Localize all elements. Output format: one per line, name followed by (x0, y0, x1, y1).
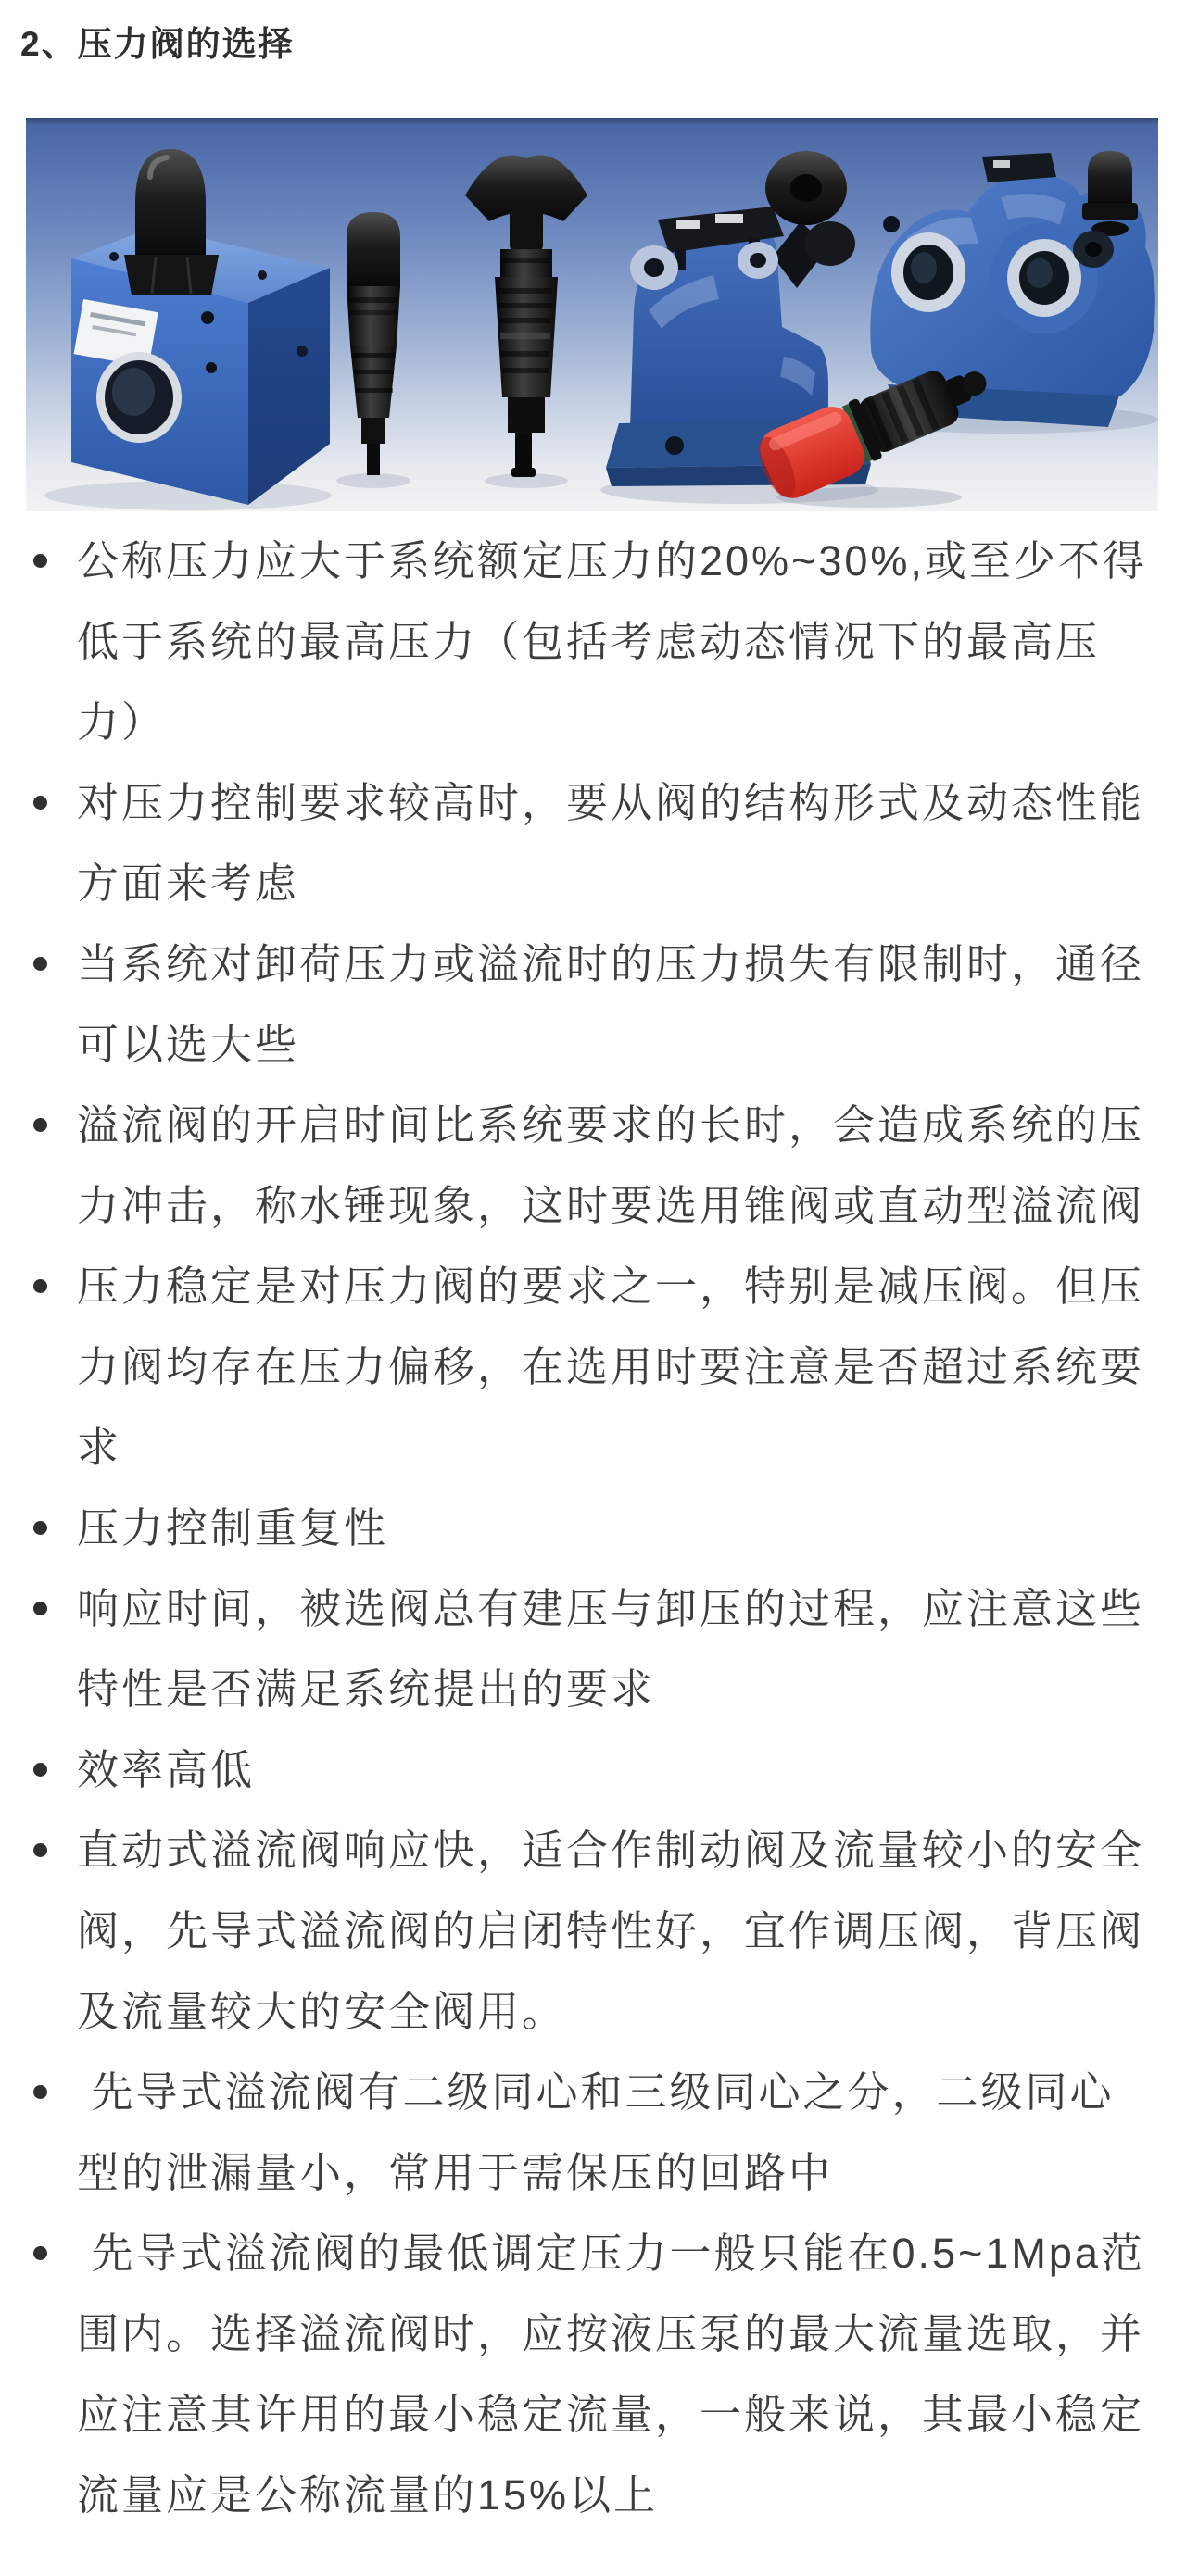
bullet-dot-icon (33, 1118, 47, 1132)
bullet-dot-icon (33, 796, 47, 810)
bullet-item (33, 2213, 1158, 2535)
hydraulic-valves-photo (26, 118, 1158, 511)
bullet-dot-icon (33, 957, 47, 971)
bullet-item (33, 1729, 1158, 1810)
bullet-dot-icon (33, 554, 47, 568)
bullet-text: 溢流阀的开启时间比系统要求的长时，会造成系统的压力冲击，称水锤现象，这时要选用锥阀或直动型溢流阀 (77, 1101, 1145, 1229)
bullet-text: 直动式溢流阀响应快，适合作制动阀及流量较小的安全阀，先导式溢流阀的启闭特性好，宜作调压阀，背压阀及流量较大的安全阀用。 (77, 1827, 1145, 2035)
bullet-text: 当系统对卸荷压力或溢流时的压力损失有限制时，通径可以选大些 (77, 940, 1145, 1068)
bullet-dot-icon (33, 1521, 47, 1535)
bullet-dot-icon (33, 2085, 47, 2099)
bullet-text: 公称压力应大于系统额定压力的20%~30%,或至少不得低于系统的最高压力（包括考虑动态情况下的最高压力） (77, 537, 1147, 746)
valves-photo (26, 118, 1158, 511)
bullet-dot-icon (33, 1279, 47, 1293)
bullet-item (33, 521, 1158, 762)
bullet-dot-icon (33, 1763, 47, 1777)
bullet-text: 压力稳定是对压力阀的要求之一，特别是减压阀。但压力阀均存在压力偏移，在选用时要注意是否超过系统要求 (77, 1263, 1145, 1471)
bullet-text: 先导式溢流阀的最低调定压力一般只能在0.5~1Mpa范围内。选择溢流阀时，应按液压泵的最大流量选取，并应注意其许用的最小稳定流量，一般来说，其最小稳定流量应是公称流量的15%以上 (77, 2230, 1145, 2519)
bullet-item (33, 924, 1158, 1085)
bullet-item (33, 1246, 1158, 1488)
bullet-item (33, 762, 1158, 924)
bullet-dot-icon (33, 1602, 47, 1615)
bullet-text: 响应时间，被选阀总有建压与卸压的过程，应注意这些特性是否满足系统提出的要求 (77, 1585, 1145, 1713)
bullet-text: 效率高低 (77, 1746, 256, 1793)
bullet-item (33, 1085, 1158, 1246)
bullet-dot-icon (33, 2246, 47, 2260)
bullet-text: 压力控制重复性 (77, 1504, 389, 1552)
bullet-text: 对压力控制要求较高时，要从阀的结构形式及动态性能方面来考虑 (77, 779, 1145, 907)
bullet-dot-icon (33, 1843, 47, 1857)
bullet-item (33, 1488, 1158, 1568)
bullet-item (33, 1568, 1158, 1729)
bullet-item (33, 2052, 1158, 2213)
bullet-item (33, 1810, 1158, 2052)
bullet-list (0, 521, 1186, 2535)
page-title: 2、压力阀的选择 (20, 25, 295, 63)
bullet-text: 先导式溢流阀有二级同心和三级同心之分，二级同心型的泄漏量小，常用于需保压的回路中 (77, 2068, 1115, 2196)
